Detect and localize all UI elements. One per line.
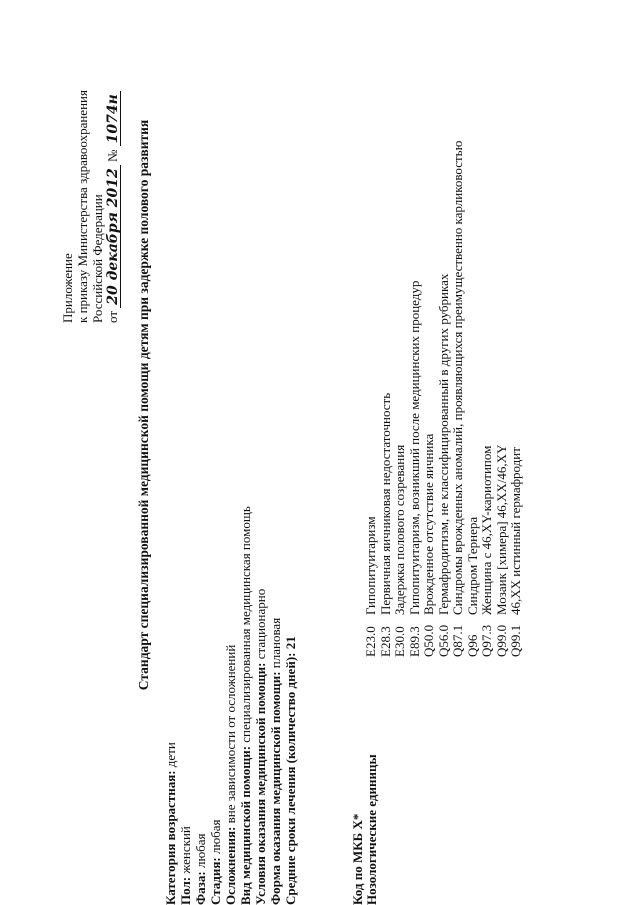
icd-name: Врожденное отсутствие яичника [421,433,436,615]
appendix-date-line [105,13,121,323]
icd-code-row [495,17,510,657]
param-label: Фаза: [193,871,208,905]
icd-name: Женщина с 46,XY-кариотипом [479,445,494,615]
param-value: 21 [283,636,298,653]
icd-code-row [393,17,408,657]
parameters-list [163,345,298,905]
icd-code-row [422,17,437,657]
param-value: стационарно [253,588,268,663]
param-row [223,345,238,905]
param-value: специализированная медицинская помощь [238,506,253,746]
param-value: любая [193,833,208,872]
param-label: Пол: [178,876,193,905]
param-label: Условия оказания медицинской помощи: [253,662,268,905]
param-label: Категория возрастная: [163,770,178,905]
appendix-line-3: Российской Федерации [90,194,105,323]
icd-code: Q96 [464,634,480,657]
param-label: Средние сроки лечения (количество дней): [283,652,298,905]
document-title: Стандарт специализированной медицинской помощи детям при задержке полового развития [136,119,151,691]
param-label: Осложнения: [223,826,238,905]
icd-code-row [408,17,423,657]
appendix-block [60,13,121,323]
icd-name: Мозаик [химера] 46,XX/46,XY [493,444,509,615]
icd-code: E28.3 [377,626,393,657]
icd-name: Синдромы врожденных аномалий, проявляющихся преимущественно карликовостью [450,140,465,615]
param-row [178,345,193,905]
param-row [163,345,178,905]
param-value: любая [208,819,223,858]
icd-name: 46,XX истинный гермафродит [508,447,523,615]
param-value: вне зависимости от осложнений [223,644,238,827]
param-value: дети [163,742,178,771]
param-row [238,345,253,905]
param-row [253,345,268,905]
icd-name: Гипопитуитаризм [363,516,378,615]
icd-code: Q99.1 [508,624,523,657]
param-label: Вид медицинской помощи: [238,745,253,905]
param-value: плановая [268,617,283,672]
param-row [193,345,208,905]
icd-code-row [466,17,481,657]
icd-code: E30.0 [392,626,407,657]
icd-code: Q56.0 [435,624,451,657]
icd-code-row [480,17,495,657]
param-value: женский [178,826,193,877]
icd-code: Q97.3 [479,624,494,657]
icd-code-row [379,17,394,657]
icd-code-list [364,17,524,657]
icd-name: Гипопитуитаризм, возникший после медицинских процедур [406,280,422,615]
number-prefix: № [105,149,120,163]
icd-code-row [364,17,379,657]
appendix-line-1: Приложение [60,253,75,323]
icd-name: Синдром Тернера [464,516,480,615]
icd-code-row [509,17,524,657]
param-row [208,345,223,905]
param-label: Форма оказания медицинской помощи: [268,671,283,905]
param-label: Стадия: [208,857,223,905]
mkb-heading: Код по МКБ X* [350,813,365,905]
icd-code: E23.0 [363,626,378,657]
icd-code: E89.3 [406,626,422,657]
icd-code: Q99.0 [493,624,509,657]
icd-code: Q87.1 [450,624,465,657]
icd-code-row [437,17,452,657]
icd-name: Гермафродитизм, не классифицированный в других рубриках [435,273,451,615]
icd-name: Первичная яичниковая недостаточность [377,392,393,615]
param-row [268,345,283,905]
date-prefix: от [105,310,120,323]
icd-code-row [451,17,466,657]
nosology-label: Нозологические единицы [364,754,379,905]
handwritten-date: 20 декабря 2012 [107,165,121,307]
param-row [283,345,298,905]
handwritten-number: 1074н [107,91,121,146]
icd-code: Q50.0 [421,624,436,657]
appendix-line-2: к приказу Министерства здравоохранения [75,90,90,323]
icd-name: Задержка полового созревания [392,444,407,615]
